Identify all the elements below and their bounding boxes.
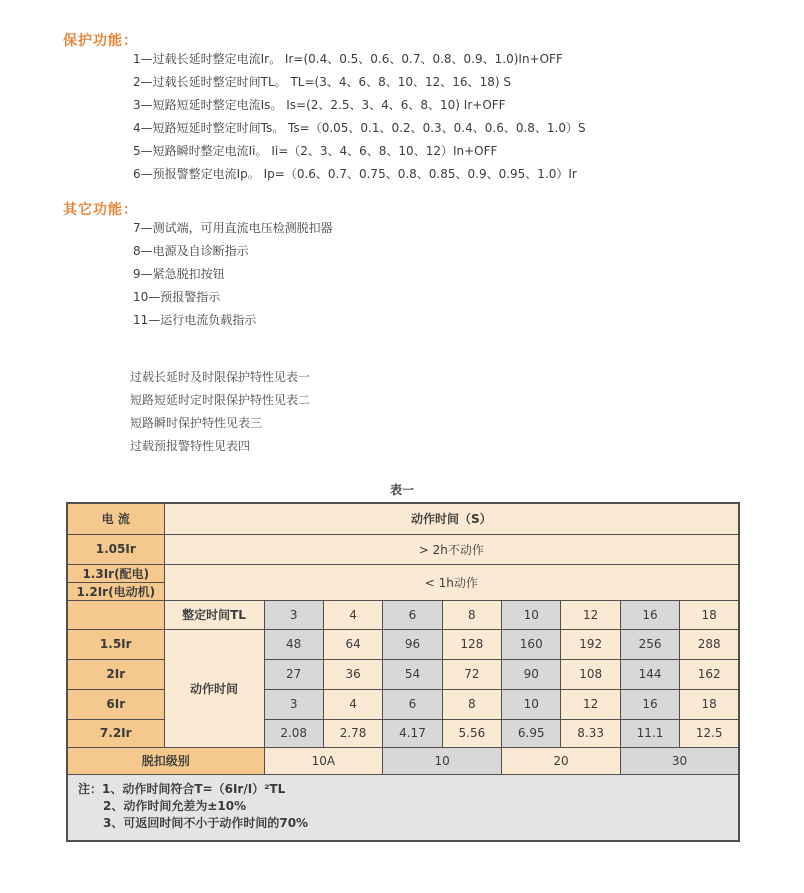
row-label-1-2ir: 1.2Ir(电动机) [67, 582, 164, 600]
list-item: 9—紧急脱扣按钮 [133, 267, 225, 281]
header-action-time: 动作时间（S） [164, 503, 739, 534]
empty-cell [67, 600, 164, 629]
data-cell: 162 [680, 659, 739, 689]
list-item: 1—过载长延时整定电流Ir。 Ir=(0.4、0.5、0.6、0.7、0.8、0.9、1.0)In+OFF [133, 52, 563, 66]
data-cell: 8 [442, 689, 501, 719]
list-item: 11—运行电流负载指示 [133, 313, 257, 327]
ref-line: 短路瞬时保护特性见表三 [130, 416, 263, 430]
setting-value: 6 [383, 600, 442, 629]
data-cell: 192 [561, 629, 620, 659]
protect-functions-heading: 保护功能： [63, 33, 138, 49]
row-label-1-5ir: 1.5Ir [67, 629, 164, 659]
trip-class-value: 20 [502, 747, 621, 774]
other-functions-heading: 其它功能： [63, 202, 138, 218]
setting-value: 16 [620, 600, 679, 629]
data-cell: 12 [561, 689, 620, 719]
data-cell: 54 [383, 659, 442, 689]
table-row [67, 629, 739, 659]
row-label-7-2ir: 7.2Ir [67, 719, 164, 747]
setting-value: 4 [323, 600, 382, 629]
trip-class-value: 10A [264, 747, 383, 774]
list-item: 2—过载长延时整定时间TL。 TL=(3、4、6、8、10、12、16、18) S [133, 75, 511, 89]
note-line: 2、动作时间允差为±10% [103, 798, 247, 813]
data-cell: 10 [502, 689, 561, 719]
data-cell: 256 [620, 629, 679, 659]
characteristics-table [66, 502, 740, 842]
row-label-1-3ir: 1.3Ir(配电) [67, 564, 164, 582]
trip-class-value: 30 [620, 747, 739, 774]
other-functions-list [133, 217, 333, 332]
list-item: 7—测试端，可用直流电压检测脱扣器 [133, 221, 333, 235]
data-cell: 48 [264, 629, 323, 659]
data-cell: 16 [620, 689, 679, 719]
data-cell: 6 [383, 689, 442, 719]
data-cell: 27 [264, 659, 323, 689]
data-cell: 128 [442, 629, 501, 659]
table-row [67, 564, 739, 582]
list-item: 4—短路短延时整定时间Ts。 Ts=（0.05、0.1、0.2、0.3、0.4、0.6、0.8、1.0）S [133, 121, 586, 135]
data-cell: 108 [561, 659, 620, 689]
data-cell: 4 [323, 689, 382, 719]
row-label-2ir: 2Ir [67, 659, 164, 689]
note-line: 注：1、动作时间符合T=（6Ir/I）²TL [78, 781, 286, 796]
table-notes [67, 774, 739, 841]
data-cell: 36 [323, 659, 382, 689]
table-row [67, 534, 739, 564]
setting-value: 8 [442, 600, 501, 629]
table-row [67, 747, 739, 774]
row-label-6ir: 6Ir [67, 689, 164, 719]
data-cell: 2.78 [323, 719, 382, 747]
setting-value: 12 [561, 600, 620, 629]
data-cell: 3 [264, 689, 323, 719]
data-cell: 72 [442, 659, 501, 689]
data-cell: 90 [502, 659, 561, 689]
data-cell: 144 [620, 659, 679, 689]
list-item: 10—预报警指示 [133, 290, 221, 304]
setting-value: 3 [264, 600, 323, 629]
data-cell: 4.17 [383, 719, 442, 747]
trip-class-label: 脱扣级别 [67, 747, 264, 774]
ref-line: 过载预报警特性见表四 [130, 439, 251, 453]
data-cell: 5.56 [442, 719, 501, 747]
data-cell: 12.5 [680, 719, 739, 747]
data-cell: 96 [383, 629, 442, 659]
list-item: 6—预报警整定电流Ip。 Ip=（0.6、0.7、0.75、0.8、0.85、0.9、0.95、1.0）Ir [133, 167, 577, 181]
table-row [67, 503, 739, 534]
value-no-action-2h: > 2h不动作 [164, 534, 739, 564]
list-item: 3—短路短延时整定电流Is。 Is=(2、2.5、3、4、6、8、10) Ir+OFF [133, 98, 506, 112]
setting-value: 10 [502, 600, 561, 629]
data-cell: 18 [680, 689, 739, 719]
data-cell: 2.08 [264, 719, 323, 747]
ref-line: 短路短延时定时限保护特性见表二 [130, 393, 311, 407]
data-cell: 64 [323, 629, 382, 659]
data-cell: 11.1 [620, 719, 679, 747]
row-label-1-05ir: 1.05Ir [67, 534, 164, 564]
protect-functions-list [133, 48, 586, 186]
value-action-1h: < 1h动作 [164, 564, 739, 600]
data-cell: 6.95 [502, 719, 561, 747]
setting-time-label: 整定时间TL [164, 600, 264, 629]
ref-line: 过载长延时及时限保护特性见表一 [130, 370, 311, 384]
data-cell: 288 [680, 629, 739, 659]
table-row [67, 600, 739, 629]
trip-class-value: 10 [383, 747, 502, 774]
data-cell: 160 [502, 629, 561, 659]
note-line: 3、可返回时间不小于动作时间的70% [103, 815, 309, 830]
setting-value: 18 [680, 600, 739, 629]
table-reference-lines [130, 366, 310, 458]
header-current: 电 流 [67, 503, 164, 534]
list-item: 8—电源及自诊断指示 [133, 244, 249, 258]
action-time-label: 动作时间 [164, 629, 264, 747]
data-cell: 8.33 [561, 719, 620, 747]
list-item: 5—短路瞬时整定电流Ii。 Ii=（2、3、4、6、8、10、12）In+OFF [133, 144, 498, 158]
table-title: 表一 [389, 483, 414, 497]
table-row [67, 774, 739, 841]
